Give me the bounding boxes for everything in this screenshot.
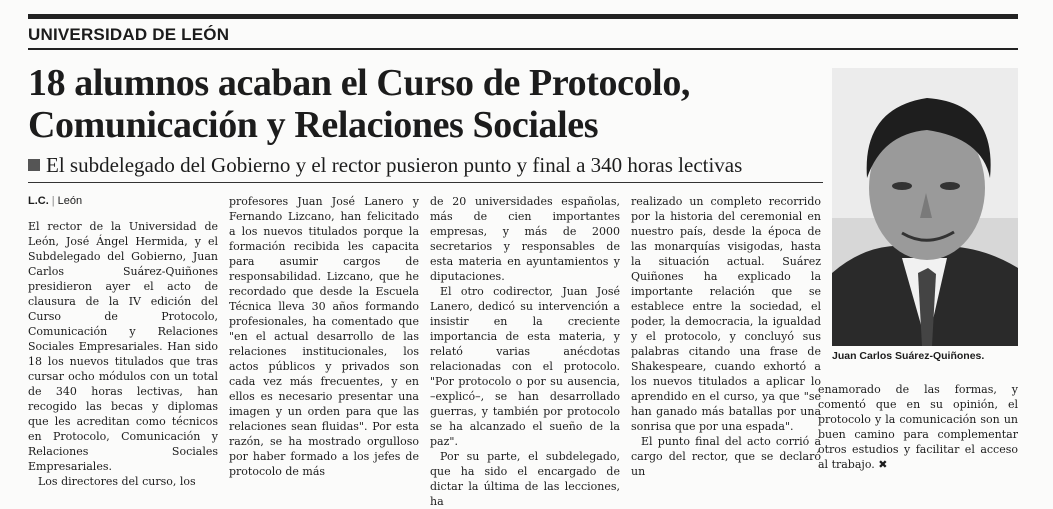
photo-caption: Juan Carlos Suárez-Quiñones. [832, 350, 985, 362]
portrait-photo [832, 68, 1018, 346]
section-header [28, 22, 1018, 50]
byline-author: L.C. [28, 195, 49, 207]
article-column-5 [818, 382, 1018, 472]
top-rule [28, 14, 1018, 19]
portrait-icon [832, 68, 1018, 346]
subheadline-rule [28, 182, 823, 183]
subheadline-text: El subdelegado del Gobierno y el rector pusieron punto y final a 340 horas lectivas [46, 153, 743, 177]
paragraph: El punto final del acto corrió a cargo del rector, que se declaró un [631, 435, 821, 478]
article-column-3 [430, 194, 620, 509]
paragraph: El rector de la Universidad de León, José Ángel Hermida, y el Subdelegado del Gobierno, Juan Carlos Suárez-Quiñones presidieron ayer el acto de clausura de la IV edición del Curso de Protocolo, Comunicación y Relaciones Sociales Empresariales. Han sido 18 los nuevos titulados que tras cursar ocho módulos con un total de 340 horas lectivas, han recogido las becas y diplomas que les acreditan como técnicos en Protocolo, Comunicación y Relaciones Sociales Empresariales. [28, 220, 218, 473]
section-label: UNIVERSIDAD DE LEÓN [28, 25, 230, 44]
end-mark-icon: ✖ [878, 458, 888, 471]
paragraph: enamorado de las formas, y comentó que en su opinión, el protocolo y la comunicación son un buen camino para complementar otros estudios y facilitar el acceso al trabajo. [818, 383, 1018, 471]
headline-line-1: 18 alumnos acaban el Curso de Protocolo, [28, 62, 691, 104]
headline-line-2: Comunicación y Relaciones Sociales [28, 104, 599, 146]
paragraph: Por su parte, el subdelegado, que ha sido el encargado de dictar la última de las lecciones, ha [430, 450, 620, 508]
byline: L.C. | León [28, 195, 83, 207]
paragraph: Los directores del curso, los [38, 475, 196, 488]
article-column-2 [229, 194, 419, 479]
paragraph: El otro codirector, Juan José Lanero, dedicó su intervención a insistir en la creciente importancia de esta materia, y relató varias anécdotas relacionadas con el protocolo. "Por protocolo o por su ausencia, –explicó–, se han desarrollado guerras, y también por protocolo se ha alcanzado el sueño de la paz". [430, 285, 620, 448]
paragraph: de 20 universidades españolas, más de cien importantes empresas, y más de 2000 secretarios y responsables de esta materia en ayuntamientos y diputaciones. [430, 195, 620, 283]
byline-place: León [57, 195, 83, 207]
subheadline [28, 152, 828, 178]
square-bullet-icon [28, 159, 40, 171]
article-column-1 [28, 194, 218, 489]
paragraph: profesores Juan José Lanero y Fernando Lizcano, han felicitado a los nuevos titulados porque la formación recibida les capacita para asumir cargos de responsabilidad. Lizcano, que he recordado que desde la Escuela Técnica lleva 30 años formando profesionales, ha comentado que "en el actual desarrollo de las relaciones institucionales, los actos públicos y privados son cada vez más frecuentes, y en ellos es necesario presentar una imagen y un orden para que las relaciones sean fluidas". Por esta razón, se ha mostrado orgulloso por haber formado a los jefes de protocolo de más [229, 195, 419, 478]
article-column-4 [631, 194, 821, 479]
headline [28, 62, 828, 146]
paragraph: realizado un completo recorrido por la historia del ceremonial en nuestro país, desde la época de las monarquías visigodas, hasta la situación actual. Suárez Quiñones ha explicado la importante relación que se establece entre la sociedad, el poder, la democracia, la igualdad y el protocolo, y concluyó sus palabras citando una frase de Shakespeare, cuando exhortó a los nuevos titulados a aplicar lo aprendido en el curso, ya que "se han ganado más batallas por una sonrisa que por una espada". [631, 195, 821, 433]
